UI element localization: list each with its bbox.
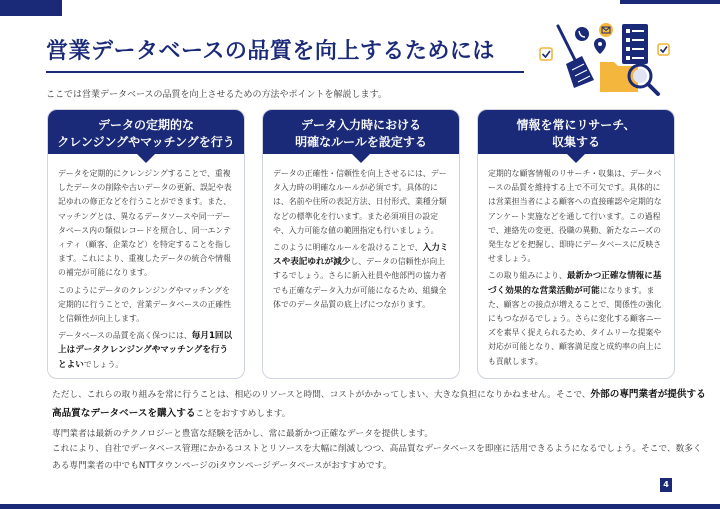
card-paragraph xyxy=(58,329,234,372)
phone-icon xyxy=(575,27,589,41)
corner-decoration xyxy=(620,0,720,4)
card-body xyxy=(263,163,459,312)
card-title-line: クレンジングやマッチングを行う xyxy=(57,135,235,149)
card-paragraph: 定期的な顧客情報のリサーチ・収集は、データベースの品質を維持する上で不可欠です。具体的には営業担当者による顧客への直接確認や定期的なアンケート実施などを通して行います。この過程で、連絡先の変更、役職の異動、新たなニーズの発生などを把握し、即時にデータベースに反映させましょう。 xyxy=(488,169,662,264)
corner-decoration xyxy=(0,0,62,16)
intro-text: ここでは営業データベースの品質を向上させるための方法やポイントを解説します。 xyxy=(46,90,387,100)
emphasis-text: 高品質なデータベースを購入する xyxy=(52,408,196,419)
card-paragraph: データを定期的にクレンジングすることで、重複したデータの削除や古いデータの更新、誤記や表記ゆれの修正などを行うことができます。また、マッチングとは、異なるデータソースや同一データベース内の類似レコードを照合し、同一エンティティ（顧客、企業など）を特定することを指します。これにより、重複したデータの統合や情報の補完が可能になります。 xyxy=(58,169,232,278)
card-header-pointer xyxy=(567,154,585,163)
footer-line: ある専門業者の中でもNTTタウンページのiタウンページデータベースがおすすめです。 xyxy=(52,461,392,471)
card-header-pointer xyxy=(352,154,370,163)
card-paragraph xyxy=(488,269,664,368)
text-span: この取り組みにより、 xyxy=(488,271,567,281)
emphasis-text: 最新かつ正確な情報に基づく効果的な営業活動が可能 xyxy=(488,271,662,296)
page-title: 営業データベースの品質を向上するためには xyxy=(46,39,495,64)
checkbox-icon xyxy=(658,44,669,55)
card-title-line: 情報を常にリサーチ、 xyxy=(516,118,636,132)
checklist-icon xyxy=(622,24,648,64)
location-pin-icon xyxy=(594,38,606,54)
card-header-pointer xyxy=(137,154,155,163)
card-header xyxy=(48,110,244,154)
emphasis-text: 毎月1回以上はデータクレンジングやマッチングを行うとよい xyxy=(58,331,233,370)
card-body xyxy=(48,163,244,372)
card-research xyxy=(477,109,675,379)
text-span: になります。また、顧客との接点が増えることで、関係性の強化にもつながるでしょう。さらに変化する顧客ニーズを素早く捉えられるため、タイムリーな提案や対応が可能となり、顧客満足度と成約率の向上にも貢献します。 xyxy=(488,285,662,366)
emphasis-text: 外部の専門業者が提供する xyxy=(590,389,706,400)
footer-line: これにより、自社でデータベース管理にかかるコストとリソースを大幅に削減しつつ、高品質なデータベースを即座に活用できるようになるでしょう。そこで、数多く xyxy=(52,444,702,454)
text-span: でしょう。 xyxy=(83,359,124,369)
footer-line xyxy=(52,405,290,419)
card-title-line: データの定期的な xyxy=(97,118,194,132)
bottom-decoration xyxy=(0,504,720,509)
text-span: ことをおすすめします。 xyxy=(195,409,291,419)
text-span: ただし、これらの取り組みを常に行うことは、相応のリソースと時間、コストがかかってしまい、大きな負担になりかねません。そこで、 xyxy=(52,390,591,400)
text-span: データベースの品質を高く保つには、 xyxy=(58,331,192,341)
card-header xyxy=(478,110,674,154)
card-title-line: 明確なルールを設定する xyxy=(295,135,427,149)
text-span: し、データの信頼性が向上するでしょう。さらに新入社員や他部門の協力者でも正確なデータ入力が可能になるため、組織全体でのデータ品質の底上げにつながります。 xyxy=(273,257,447,309)
card-input-rules xyxy=(262,109,460,379)
card-title-line: 収集する xyxy=(551,135,600,149)
checkbox-icon xyxy=(540,48,552,60)
emphasis-text: 入力ミスや表記ゆれが減少 xyxy=(273,243,449,268)
mail-icon xyxy=(599,23,613,37)
hero-illustration xyxy=(536,18,676,102)
page-number: 4 xyxy=(660,478,672,492)
card-body xyxy=(478,163,674,369)
card-header xyxy=(263,110,459,154)
card-data-cleansing xyxy=(47,109,245,379)
card-title-line: データ入力時における xyxy=(300,118,421,132)
text-span: このように明確なルールを設けることで、 xyxy=(273,243,423,253)
title-underline xyxy=(46,71,524,73)
card-paragraph xyxy=(273,241,449,312)
footer-line: 専門業者は最新のテクノロジーと豊富な経験を活かし、常に最新かつ正確なデータを提供します。 xyxy=(52,429,434,439)
card-paragraph: データの正確性・信頼性を向上させるには、データ入力時の明確なルールが必須です。具体的には、名前や住所の表記方法、日付形式、業種分類などの標準化を行います。また必須項目の設定や、入力可能な値の範囲指定も行いましょう。 xyxy=(273,169,447,235)
card-paragraph: このようにデータのクレンジングやマッチングを定期的に行うことで、営業データベースの正確性と信頼性が向上します。 xyxy=(58,285,232,324)
footer-line xyxy=(52,386,706,400)
